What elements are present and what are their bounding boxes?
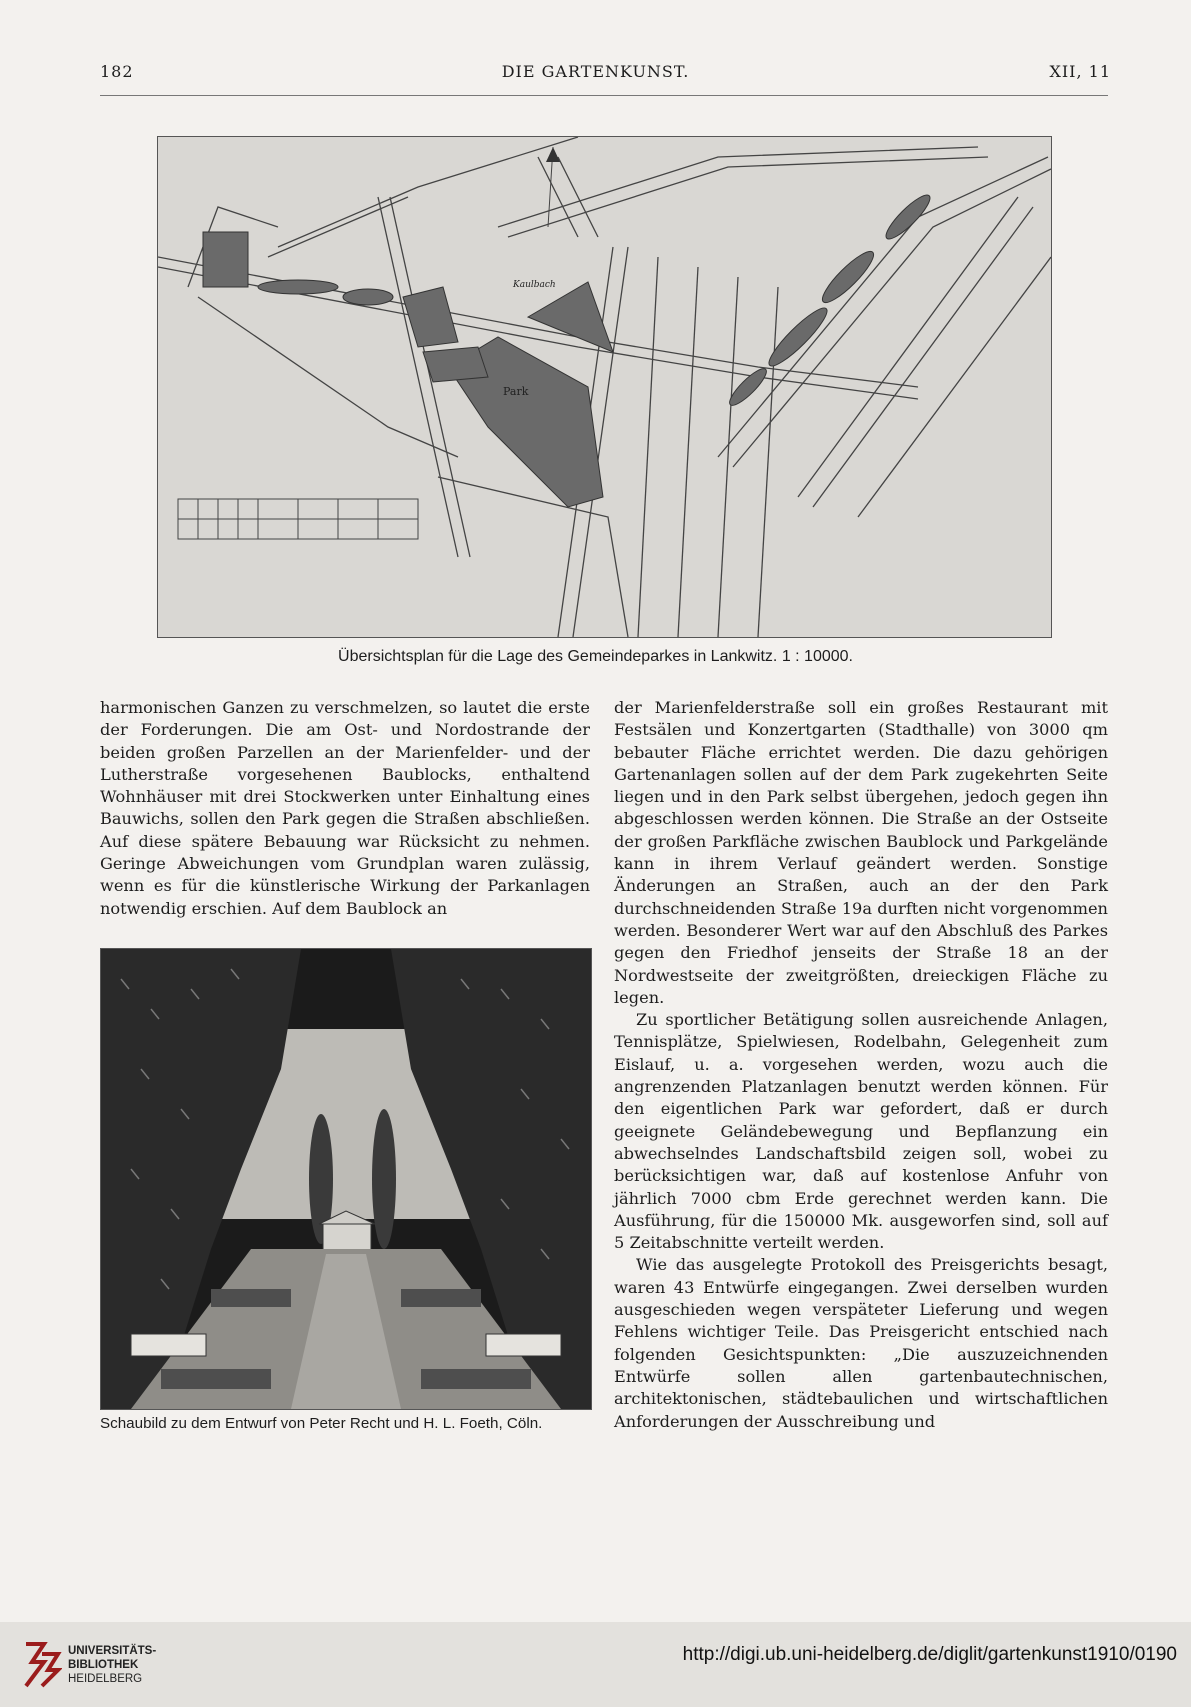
source-url-link[interactable]: http://digi.ub.uni-heidelberg.de/diglit/gartenkunst1910/0190 <box>682 1644 1177 1665</box>
right-column <box>614 697 1108 1433</box>
volume-issue: XII, 11 <box>1049 62 1111 81</box>
left-column <box>100 697 590 920</box>
map-caption: Übersichtsplan für die Lage des Gemeindeparkes in Lankwitz. 1 : 10000. <box>338 648 853 665</box>
library-name: UNIVERSITÄTS- BIBLIOTHEK HEIDELBERG <box>68 1645 157 1685</box>
right-paragraph-1: der Marienfelderstraße soll ein großes Restaurant mit Festsälen und Konzertgarten (Stadthalle) von 3000 qm bebauter Fläche errichtet werden. Die dazu gehörigen Gartenanlagen sollen auf der dem Park zugekehrten Seite liegen und in den Park selbst übergehen, jedoch gegen ihn abgeschlossen werden können. Die Straße an der Ostseite der großen Parkfläche zwischen Baublock und Parkgelände kann in ihrem Verlauf geändert werden. Sonstige Änderungen an Straßen, auch an der den Park durchschneidenden Straße 19a durften nicht vorgenommen werden. Besonderer Wert war auf den Abschluß des Parkes gegen den Friedhof jenseits der Straße 18 an der Nordwestseite der zweitgrößten, dreieckigen Fläche zu legen. <box>614 698 1108 1007</box>
site-plan-map <box>157 136 1052 638</box>
library-logo-icon <box>22 1640 62 1694</box>
illustration-caption: Schaubild zu dem Entwurf von Peter Recht und H. L. Foeth, Cöln. <box>100 1415 543 1432</box>
garden-perspective-drawing <box>101 949 591 1409</box>
perspective-illustration <box>100 948 592 1410</box>
right-paragraph-2: Zu sportlicher Betätigung sollen ausreichende Anlagen, Tennisplätze, Spielwiesen, Rodelbahn, Gelegenheit zum Eislauf, u. a. vorgesehen werden, wozu auch die angrenzenden Platzanlagen benutzt werden können. Für den eigentlichen Park war gefordert, daß er durch geeignete Geländebewegung und Bepflanzung ein abwechselndes Landschaftsbild zeigen soll, wobei zu berücksichtigen war, daß auf kostenlose Anfuhr von jährlich 7000 cbm Erde gerechnet werden kann. Die Ausführung, für die 150000 Mk. ausgeworfen sind, soll auf 5 Zeitabschnitte verteilt werden. <box>614 1010 1108 1253</box>
page-number: 182 <box>100 62 134 81</box>
site-plan-drawing <box>158 137 1051 637</box>
map-label-street: Kaulbach <box>513 280 556 290</box>
journal-title: DIE GARTENKUNST. <box>501 62 690 81</box>
right-paragraph-3: Wie das ausgelegte Protokoll des Preisgerichts besagt, waren 43 Entwürfe eingegangen. Zwei derselben wurden ausgeschieden wegen verspäteter Lieferung und wegen Fehlens wichtiger Teile. Das Preisgericht entschied nach folgenden Gesichtspunkten: „Die auszuzeichnenden Entwürfe sollen allen gartenbautechnischen, architektonischen, städtebaulichen und wirtschaftlichen Anforderungen der Ausschreibung und <box>614 1255 1108 1431</box>
map-label-park: Park <box>503 385 529 398</box>
header-rule <box>100 95 1108 96</box>
left-paragraph: harmonischen Ganzen zu verschmelzen, so lautet die erste der Forderungen. Die am Ost- und Nordostrande der beiden großen Parzellen an der Marienfelder- und der Lutherstraße vorgesehenen Baublocks, enthaltend Wohnhäuser mit drei Stockwerken unter Einhaltung eines Bauwichs, sollen den Park gegen die Straßen abschließen. Auf diese spätere Bebauung war Rücksicht zu nehmen. Geringe Abweichungen vom Grundplan waren zulässig, wenn es für die künstlerische Wirkung der Parkanlagen notwendig erschien. Auf dem Baublock an <box>100 698 590 918</box>
